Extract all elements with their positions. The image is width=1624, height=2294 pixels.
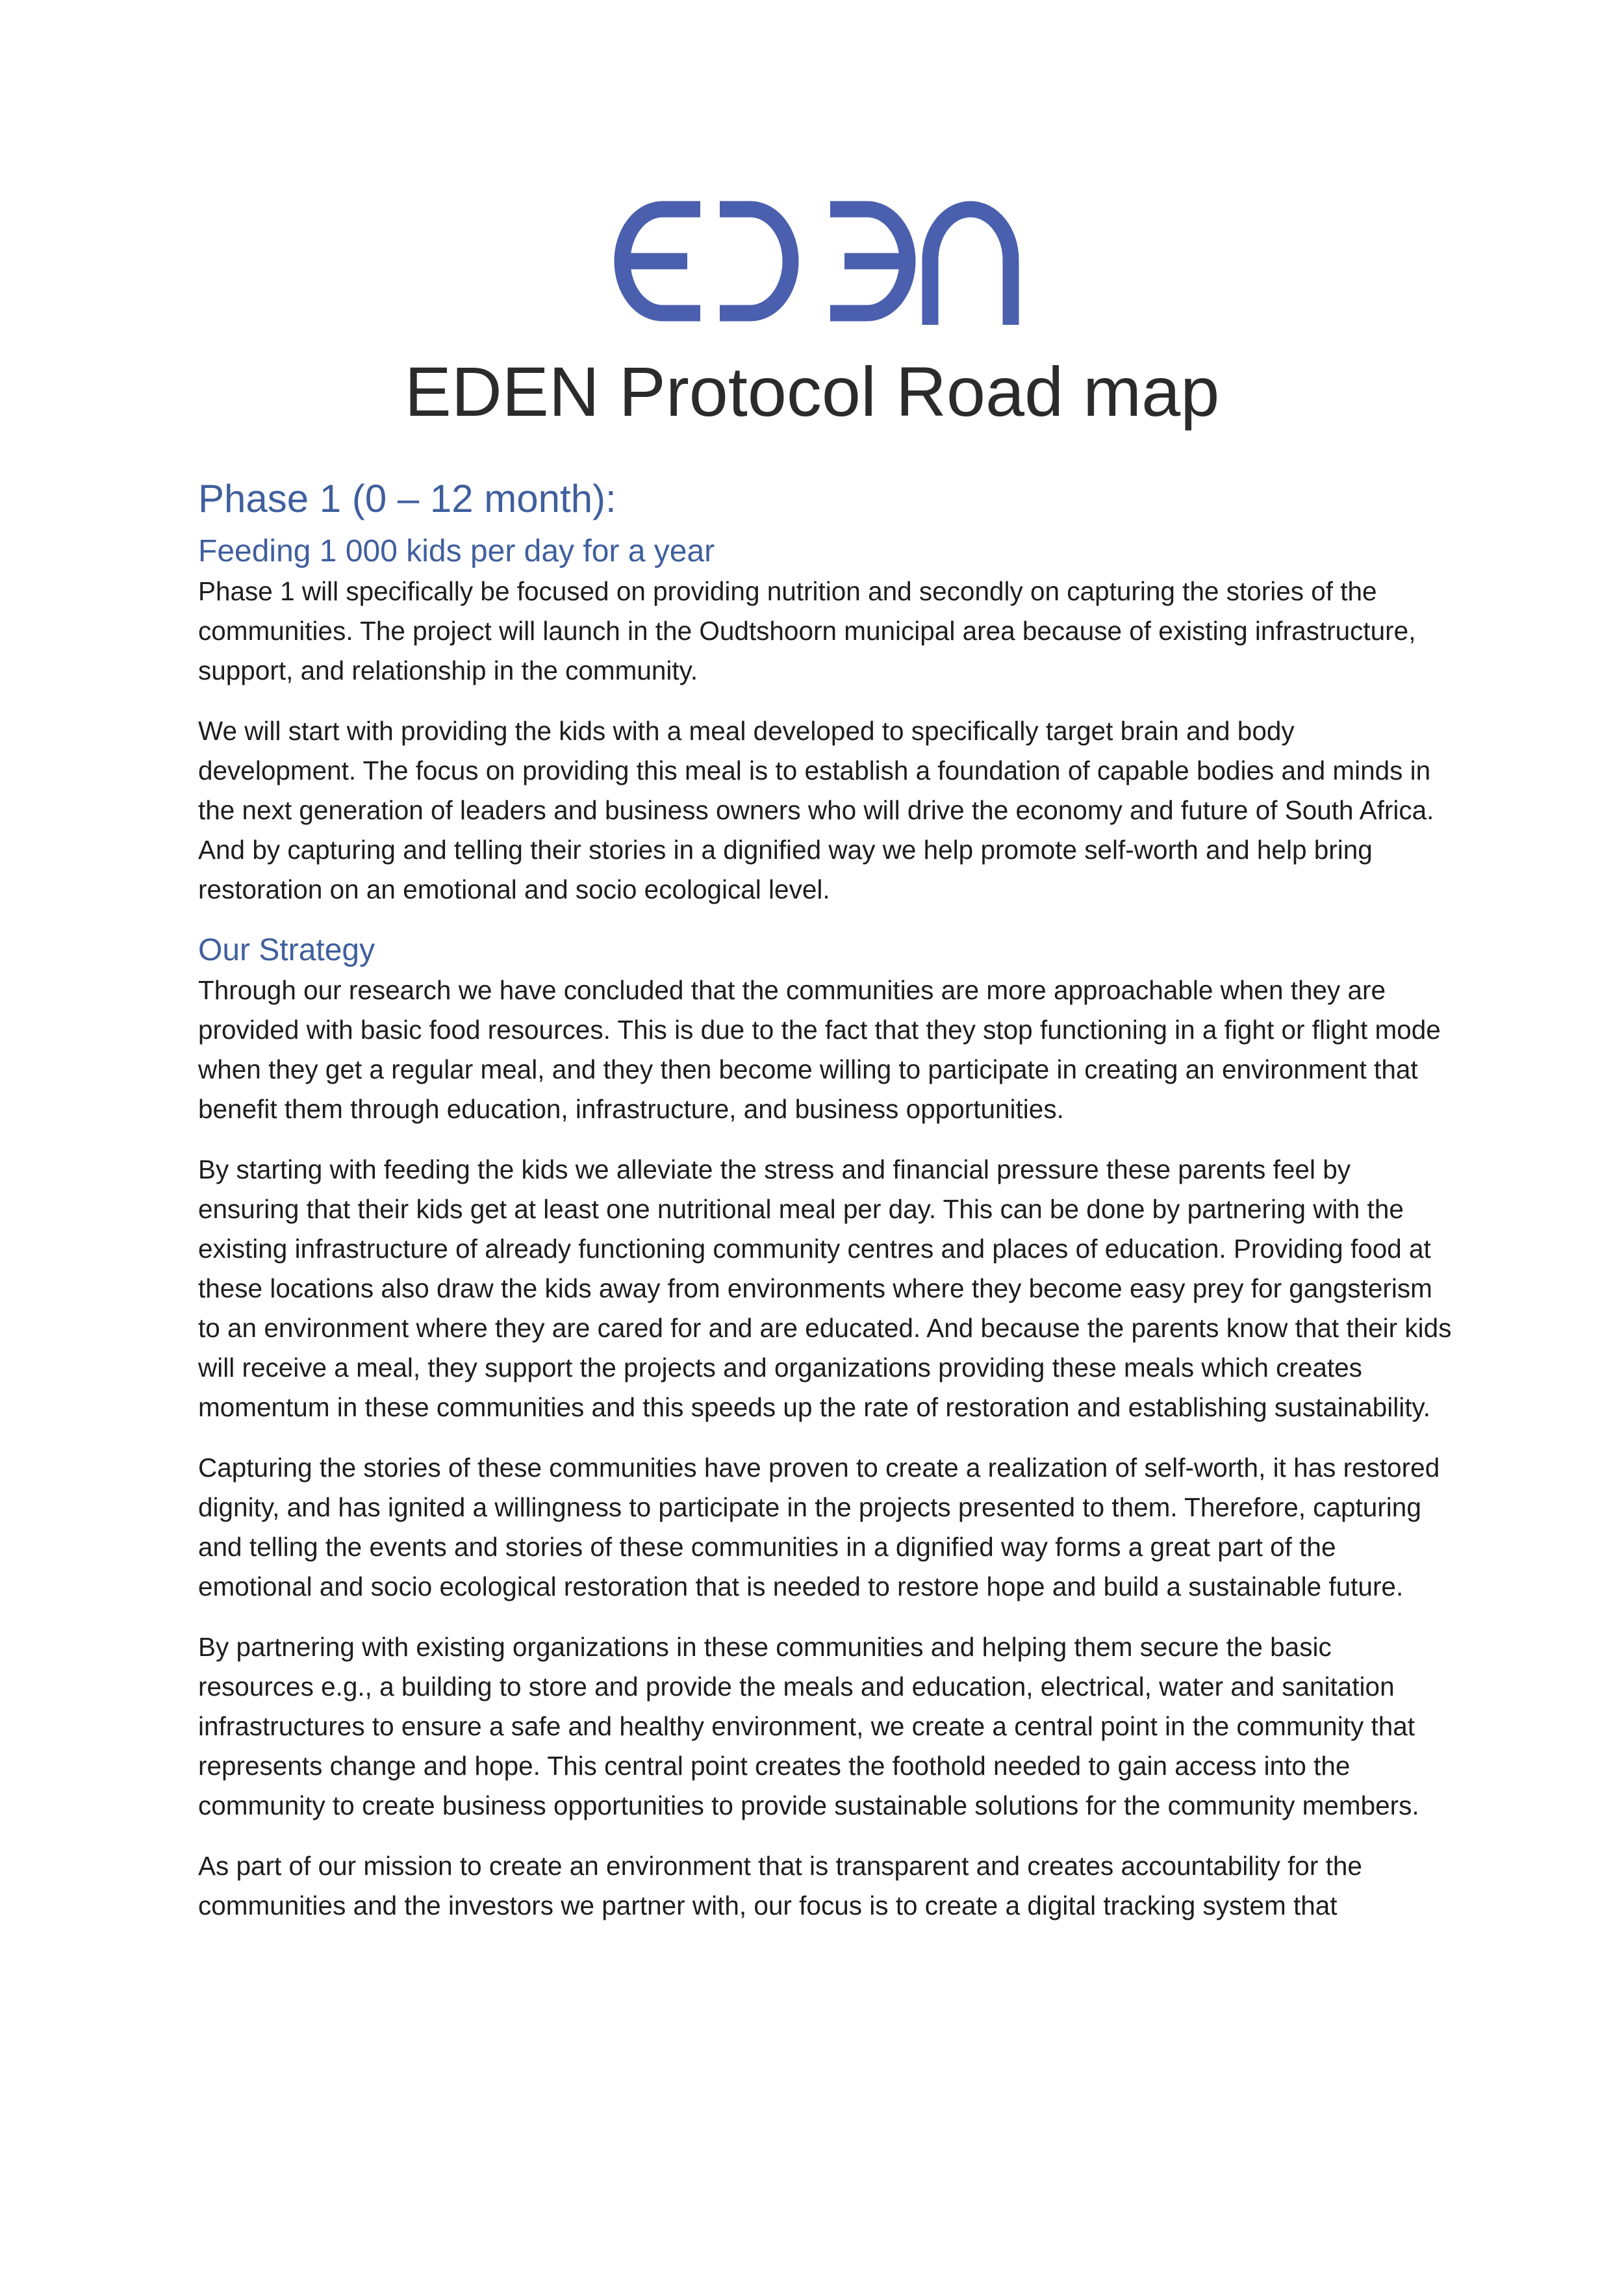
paragraph: By partnering with existing organizations in these communities and helping them secure the basic resources e.g., a building to store and provide the meals and education, electrical, water and sanitation infrastructures to ensure a safe and healthy environment, we create a central point in the community that represents change and hope. This central point creates the foothold needed to gain access into the community to create business opportunities to provide sustainable solutions for the community members. [198,1632,1419,1820]
paragraph: Phase 1 will specifically be focused on providing nutrition and secondly on capturing the stories of the communities. The project will launch in the Oudtshoorn municipal area because of existing infrastructure, support, and relationship in the community. [198,576,1416,685]
phase-1-subheading: Feeding 1 000 kids per day for a year [198,534,715,568]
phase-1-heading: Phase 1 (0 – 12 month): [198,477,616,520]
document-title: EDEN Protocol Road map [404,352,1220,431]
eden-logo [611,198,1020,325]
document-body [198,473,1452,1946]
paragraph: We will start with providing the kids with a meal developed to specifically target brain and body development. The focus on providing this meal is to establish a foundation of capable bodies and minds in the next generation of leaders and business owners who will drive the economy and future of South Africa. And by capturing and telling their stories in a dignified way we help promote self-worth and help bring restoration on an emotional and socio ecological level. [198,716,1434,904]
paragraph: As part of our mission to create an environment that is transparent and creates accountability for the communities and the investors we partner with, our focus is to create a digital tracking system that [198,1851,1362,1920]
logo-letter-n [930,209,1011,325]
paragraph: Through our research we have concluded that the communities are more approachable when they are provided with basic food resources. This is due to the fact that they stop functioning in a fight or flight mode when they get a regular meal, and they then become willing to participate in creating an environment that benefit them through education, infrastructure, and business opportunities. [198,975,1441,1124]
paragraph: Capturing the stories of these communities have proven to create a realization of self-worth, it has restored dignity, and has ignited a willingness to participate in the projects presented to them. Therefore, capturing and telling the events and stories of these communities in a dignified way forms a great part of the emotional and socio ecological restoration that is needed to restore hope and build a sustainable future. [198,1453,1440,1601]
eden-logo-graphic [611,198,1020,325]
strategy-heading: Our Strategy [198,933,375,967]
logo-letter-d [720,209,791,313]
paragraph: By starting with feeding the kids we alleviate the stress and financial pressure these parents feel by ensuring that their kids get at least one nutritional meal per day. This can be done by partnering with the existing infrastructure of already functioning community centres and places of education. Providing food at these locations also draw the kids away from environments where they become easy prey for gangsterism to an environment where they are cared for and are educated. And because the parents know that their kids will receive a meal, they support the projects and organizations providing these meals which creates momentum in these communities and this speeds up the rate of restoration and establishing sustainability. [198,1154,1452,1422]
